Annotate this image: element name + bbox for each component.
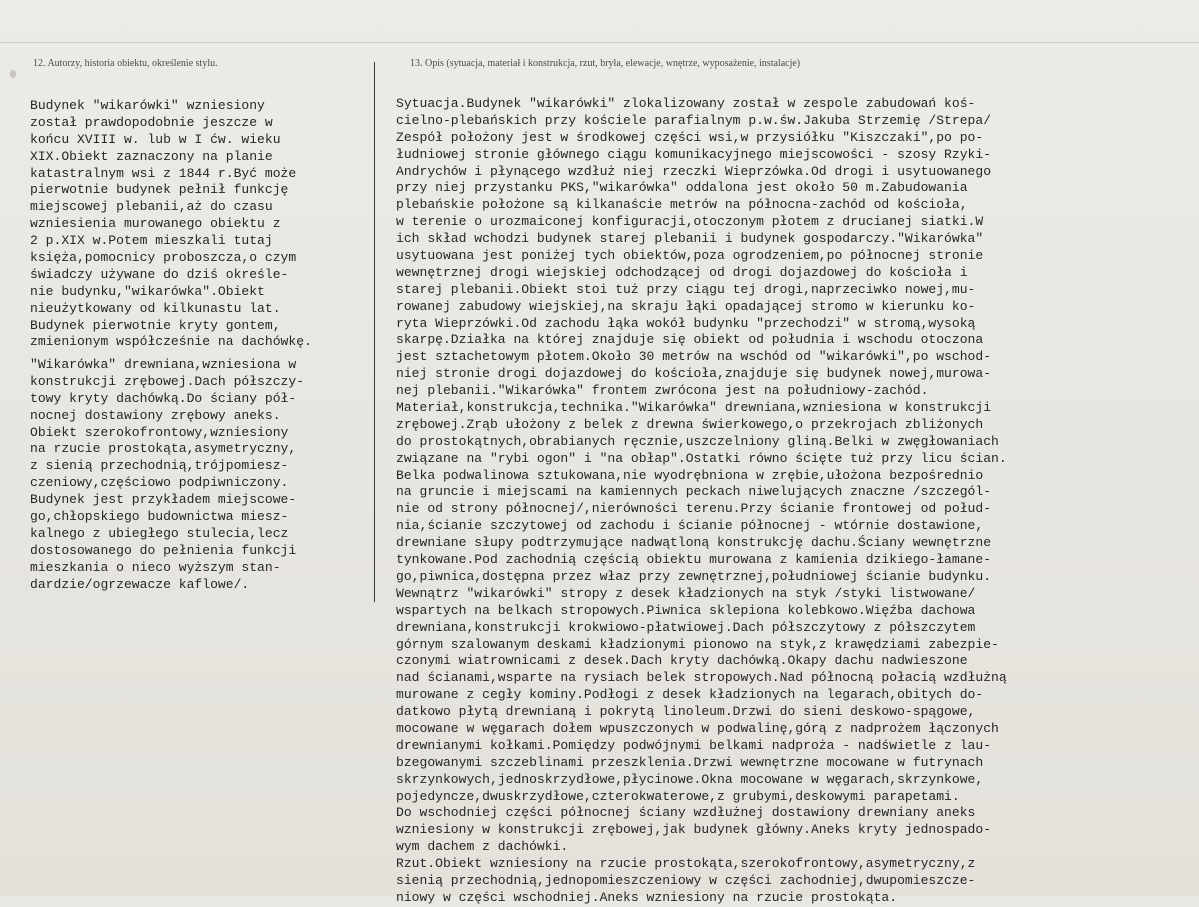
text-line: Sytuacja.Budynek "wikarówki" zlokalizowany został w zespole zabudowań koś- xyxy=(396,96,976,111)
text-line: mieszkania o nieco wyższym stan- xyxy=(30,559,281,575)
text-line: miejscowej plebanii,aż do czasu xyxy=(30,199,273,215)
text-line: przy niej przystanku PKS,"wikarówka" oddalona jest około 50 m.Zabudowania xyxy=(396,180,968,196)
left-column-paragraph-1 xyxy=(30,98,312,351)
text-line: go,chłopskiego budownictwa miesz- xyxy=(30,509,289,525)
text-line: Do wschodniej części północnej ściany wzdłużnej dostawiony drewniany aneks xyxy=(396,805,976,821)
text-line: "Wikarówka" drewniana,wzniesiona w xyxy=(30,357,297,372)
left-column-paragraph-2 xyxy=(30,357,304,593)
text-line: bzegowanymi szczeblinami przeszklenia.Drzwi wewnętrzne mocowane w futrynach xyxy=(396,754,984,770)
text-line: wzniesiony w konstrukcji zrębowej,jak budynek główny.Aneks kryty jednospado- xyxy=(396,822,992,838)
text-line: mocowane w węgarach dołem wpuszczonych w podwalinę,górą z nadprożem łączonych xyxy=(396,720,999,736)
text-line: murowane z cegły kominy.Podłogi z desek kładzionych na legarach,obitych do- xyxy=(396,687,984,703)
text-line: Belka podwalinowa sztukowana,nie wyodrębniona w zrębie,ułożona bezpośrednio xyxy=(396,467,984,483)
text-line: 2 p.XIX w.Potem mieszkali tutaj xyxy=(30,233,273,249)
text-line: towy kryty dachówką.Do ściany pół- xyxy=(30,390,297,406)
text-line: wzniesienia murowanego obiektu z xyxy=(30,216,281,232)
text-line: czeniowy,częściowo podpiwniczony. xyxy=(30,475,289,491)
text-line: cielno-plebańskich przy kościele parafialnym p.w.św.Jakuba Strzemię /Strepa/ xyxy=(396,112,992,128)
top-edge-line xyxy=(0,42,1199,43)
text-line: konstrukcji zrębowej.Dach półszczy- xyxy=(30,373,305,389)
text-line: dardzie/ogrzewacze kaflowe/. xyxy=(30,576,250,592)
column-divider xyxy=(374,62,375,602)
text-line: niej stronie drogi dojazdowej do kościoła,znajduje się budynek nowej,murowa- xyxy=(396,366,992,382)
text-line: ich skład wchodzi budynek starej plebanii i budynek gospodarczy."Wikarówka" xyxy=(396,231,984,247)
text-line: katastralnym wsi z 1844 r.Być może xyxy=(30,165,297,181)
text-line: jest sztachetowym płotem.Około 30 metrów na wschód od "wikarówki",po wschod- xyxy=(396,349,992,365)
text-line: wspartych na belkach stropowych.Piwnica sklepiona kolebkowo.Więźba dachowa xyxy=(396,602,976,618)
text-line: kalnego z ubiegłego stulecia,lecz xyxy=(30,525,289,541)
text-line: datkowo płytą drewnianą i pokrytą linoleum.Drzwi do sieni deskowo-spągowe, xyxy=(396,704,976,720)
text-line: drewniane słupy podtrzymujące nadwątloną konstrukcję dachu.Ściany wewnętrzne xyxy=(396,535,992,551)
text-line: Budynek "wikarówki" wzniesiony xyxy=(30,98,265,113)
text-line: nie budynku,"wikarówka".Obiekt xyxy=(30,283,265,299)
paper-mark xyxy=(10,70,16,78)
text-line: Obiekt szerokofrontowy,wzniesiony xyxy=(30,424,289,440)
text-line: zmienionym współcześnie na dachówkę. xyxy=(30,334,312,350)
text-line: nad ścianami,wsparte na rysiach belek stropowych.Nad północną połacią wzdłużną xyxy=(396,670,1007,686)
text-line: nej plebanii."Wikarówka" frontem zwrócona jest na południowy-zachód. xyxy=(396,383,929,399)
text-line: nieużytkowany od kilkunastu lat. xyxy=(30,300,281,316)
text-line: usytuowana jest poniżej tych obiektów,poza ogrodzeniem,po północnej stronie xyxy=(396,248,984,264)
text-line: Budynek pierwotnie kryty gontem, xyxy=(30,317,281,333)
text-line: ryta Wieprzówki.Od zachodu łąka wokół budynku "przechodzi" w stromą,wysoką xyxy=(396,315,976,331)
header-right: 13. Opis (sytuacja, materiał i konstrukcja, rzut, bryła, elewacje, wnętrze, wyposażenie, instalacje) xyxy=(410,58,801,69)
text-line: w terenie o urozmaiconej konfiguracji,otoczonym płotem z drucianej siatki.W xyxy=(396,214,984,230)
text-line: Andrychów i płynącego wzdłuż niej rzeczki Wieprzówka.Od drogi i usytuowanego xyxy=(396,163,992,179)
text-line: Rzut.Obiekt wzniesiony na rzucie prostokąta,szerokofrontowy,asymetryczny,z xyxy=(396,856,976,872)
text-line: sienią przechodnią,jednopomieszczeniowy w części zachodniej,dwupomieszcze- xyxy=(396,872,976,888)
text-line: nocnej dostawiony zrębowy aneks. xyxy=(30,407,281,423)
header-left: 12. Autorzy, historia obiektu, określenie stylu. xyxy=(33,58,218,69)
text-line: łudniowej stronie głównego ciągu komunikacyjnego miejscowości - szosy Rzyki- xyxy=(396,146,992,162)
text-line: świadczy używane do dziś określe- xyxy=(30,266,289,282)
text-line: niowy w części wschodniej.Aneks wzniesiony na rzucie prostokąta. xyxy=(396,889,898,905)
text-line: drewniana,konstrukcji krokwiowo-płatwiowej.Dach półszczytowy z półszczytem xyxy=(396,619,976,635)
text-line: pojedyncze,dwuskrzydłowe,czterokwaterowe,z grubymi,deskowymi parapetami. xyxy=(396,788,960,804)
text-line: XIX.Obiekt zaznaczony na planie xyxy=(30,148,273,164)
text-line: zrębowej.Zrąb ułożony z belek z drewna świerkowego,o przekrojach zbliżonych xyxy=(396,416,984,432)
text-line: do prostokątnych,obrabianych ręcznie,uszczelniony gliną.Belki w zwęgłowaniach xyxy=(396,433,999,449)
text-line: rowanej zabudowy wiejskiej,na skraju łąki opadającej stromo w kierunku ko- xyxy=(396,298,976,314)
text-line: Zespół położony jest w środkowej części wsi,w przysiółku "Kiszczaki",po po- xyxy=(396,129,984,145)
text-line: Materiał,konstrukcja,technika."Wikarówka" drewniana,wzniesiona w konstrukcji xyxy=(396,400,992,416)
text-line: Budynek jest przykładem miejscowe- xyxy=(30,492,297,508)
text-line: końcu XVIII w. lub w I ćw. wieku xyxy=(30,131,281,147)
text-line: skrzynkowych,jednoskrzydłowe,płycinowe.Okna mocowane w węgarach,skrzynkowe, xyxy=(396,771,984,787)
text-line: został prawdopodobnie jeszcze w xyxy=(30,114,273,130)
text-line: drewnianymi kołkami.Pomiędzy podwójnymi belkami nadproża - nadświetle z lau- xyxy=(396,737,992,753)
text-line: dostosowanego do pełnienia funkcji xyxy=(30,542,297,558)
text-line: na rzucie prostokąta,asymetryczny, xyxy=(30,441,297,457)
text-line: skarpę.Działka na której znajduje się obiekt od południa i wschodu otoczona xyxy=(396,332,984,348)
text-line: Wewnątrz "wikarówki" stropy z desek kładzionych na styk /styki listwowane/ xyxy=(396,585,976,601)
text-line: wewnętrznej drogi wiejskiej odchodzącej od drogi dojazdowej do kościoła i xyxy=(396,264,968,280)
text-line: nia,ścianie szczytowej od zachodu i ścianie północnej - wtórnie dostawione, xyxy=(396,518,984,534)
text-line: nie od strony północnej/,nierówności terenu.Przy ścianie frontowej od połud- xyxy=(396,501,992,517)
text-line: czonymi wiatrownicami z desek.Dach kryty dachówką.Okapy dachu nadwieszone xyxy=(396,653,968,669)
right-column-description xyxy=(396,96,1007,907)
text-line: tynkowane.Pod zachodnią częścią obiektu murowana z kamienia dzikiego-łamane- xyxy=(396,552,992,568)
text-line: plebańskie położone są kilkanaście metrów na północna-zachód od kościoła, xyxy=(396,197,968,213)
text-line: księża,pomocnicy proboszcza,o czym xyxy=(30,250,297,266)
text-line: wym dachem z dachówki. xyxy=(396,839,569,855)
text-line: go,piwnica,dostępna przez właz przy zewnętrznej,południowej ścianie budynku. xyxy=(396,568,992,584)
text-line: górnym szalowanym deskami kładzionymi pionowo na styk,z krawędziami zabezpie- xyxy=(396,636,999,652)
text-line: z sienią przechodnią,trójpomiesz- xyxy=(30,458,289,474)
text-line: pierwotnie budynek pełnił funkcję xyxy=(30,182,289,198)
text-line: starej plebanii.Obiekt stoi tuż przy ciągu tej drogi,naprzeciwko nowej,mu- xyxy=(396,281,976,297)
text-line: na gruncie i miejscami na kamiennych peckach niwelujących znaczne /szczegól- xyxy=(396,484,992,500)
text-line: związane na "rybi ogon" i "na obłap".Ostatki równo ścięte tuż przy licu ścian. xyxy=(396,450,1007,466)
